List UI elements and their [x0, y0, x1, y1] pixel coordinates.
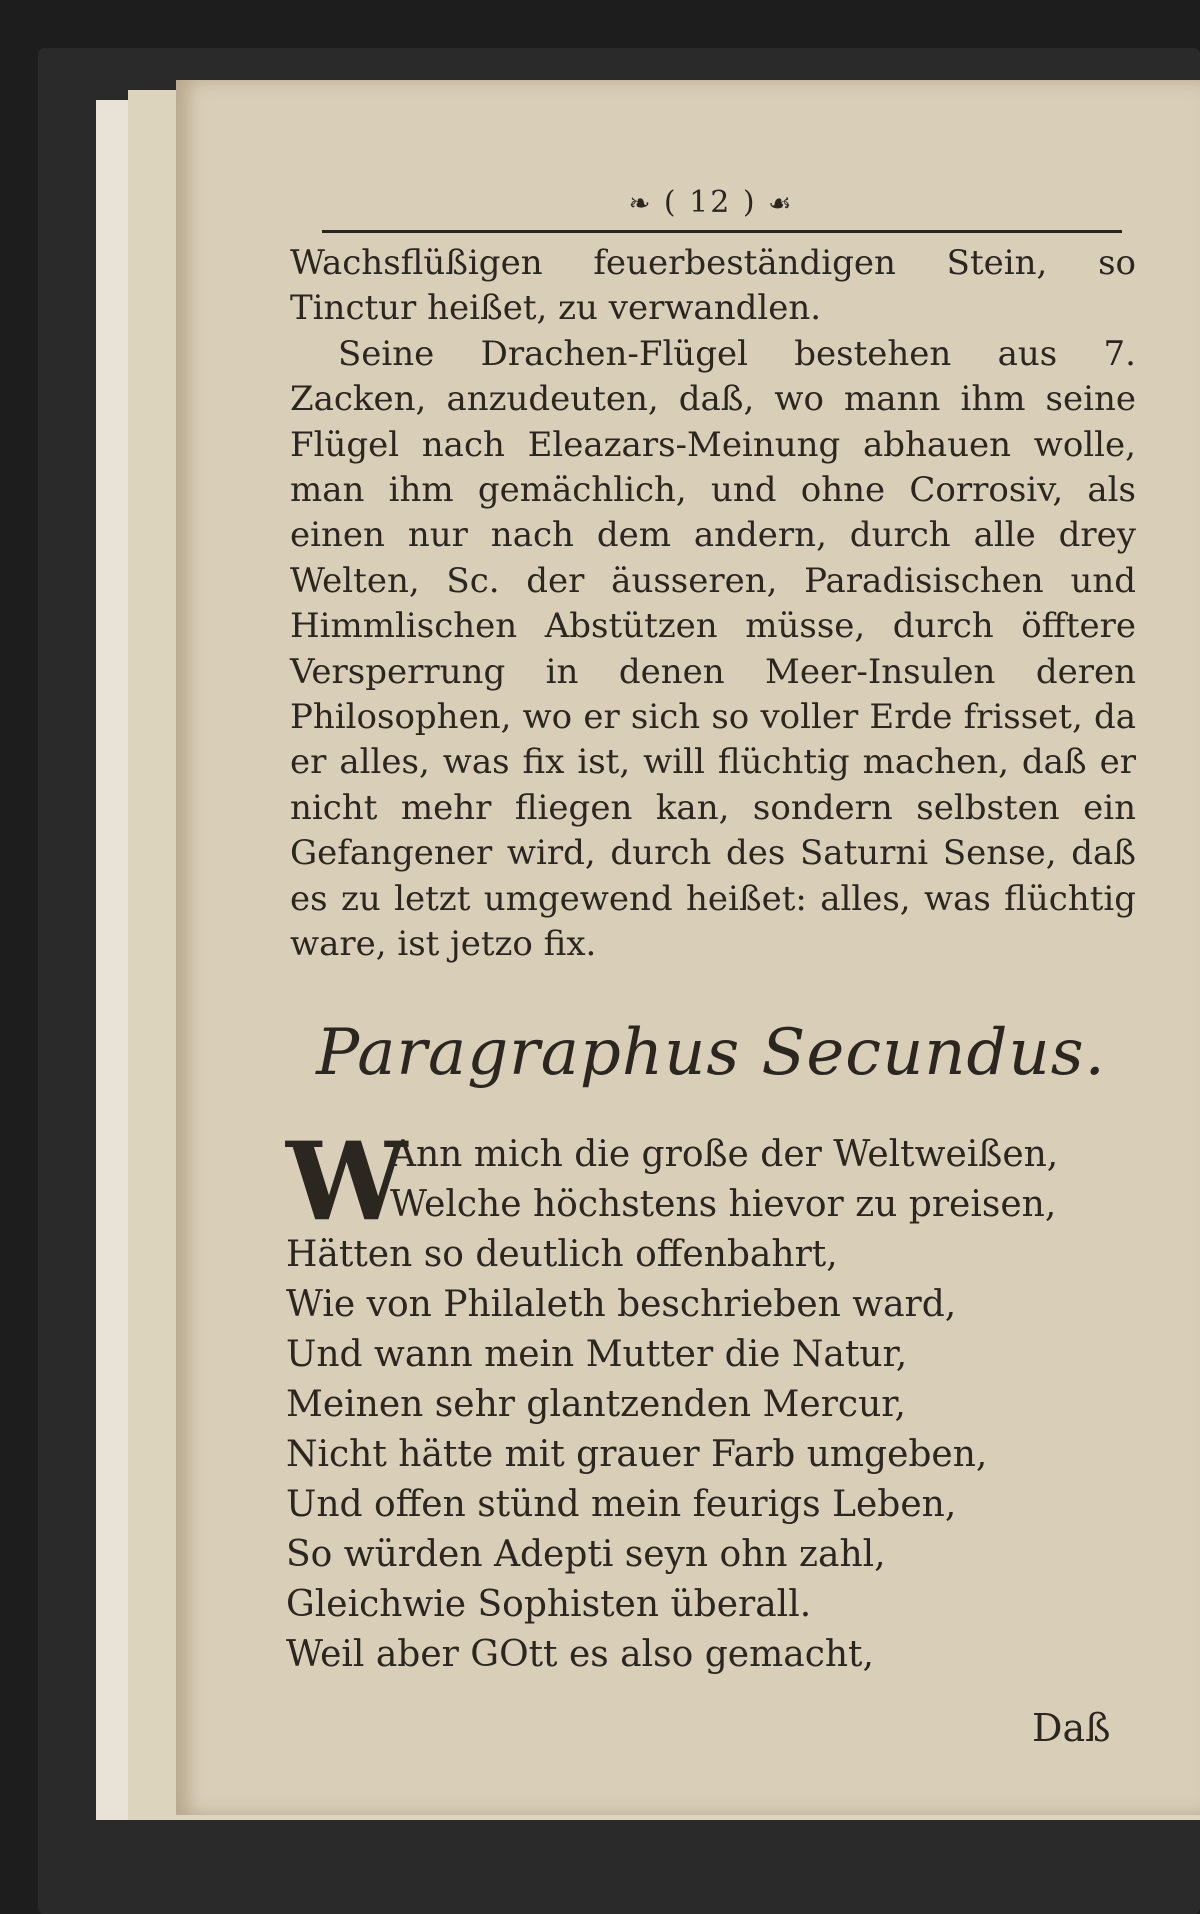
verse-line: So würden Adepti seyn ohn zahl,: [286, 1533, 886, 1575]
section-heading: Paragraphus Secundus.: [316, 1015, 1106, 1090]
verse-line: Und offen stünd mein feurigs Leben,: [286, 1483, 957, 1525]
drop-cap: W: [286, 1118, 408, 1245]
ornament-left-icon: ❧: [628, 189, 653, 219]
prose-paragraph-1: Wachsflüßigen feuerbeständigen Stein, so Tinctur heißet, zu verwandlen.: [290, 243, 1136, 329]
verse-line: Wie von Philaleth beschrieben ward,: [286, 1283, 957, 1325]
prose-body: [290, 241, 1136, 968]
ornament-right-icon: ☙: [768, 189, 794, 219]
running-header: [286, 185, 1136, 230]
page-text: [286, 185, 1136, 1680]
verse-line: Meinen sehr glantzenden Mercur,: [286, 1383, 906, 1425]
verse-line: Weil aber GOtt es also gemacht,: [286, 1633, 874, 1675]
catchword: Daß: [1032, 1706, 1111, 1750]
verse-line: Welche höchstens hievor zu preisen,: [390, 1183, 1057, 1225]
prose-paragraph-2: Seine Drachen-Flügel bestehen aus 7. Zacken, anzudeuten, daß, wo mann ihm seine Flügel nach Eleazars-Meinung abhauen wolle, man ihm gemächlich, und ohne Corrosiv, als einen nur nach dem andern, durch alle drey Welten, Sc. der äusseren, Paradisischen und Himmlischen Abstützen müsse, durch öfftere Versperrung in denen Meer-Insulen deren Philosophen, wo er sich so voller Erde frisset, da er alles, was fix ist, will flüchtig machen, daß er nicht mehr fliegen kan, sondern selbsten ein Gefangener wird, durch des Saturni Sense, daß es zu letzt umgewend heißet: alles, was flüchtig ware, ist jetzo fix.: [290, 333, 1136, 965]
verse-block: [286, 1118, 1136, 1680]
header-rule: [322, 230, 1122, 233]
verse-line: Nicht hätte mit grauer Farb umgeben,: [286, 1433, 988, 1475]
verse-line: Ann mich die große der Weltweißen,: [390, 1133, 1059, 1175]
verse-line: Und wann mein Mutter die Natur,: [286, 1333, 908, 1375]
verse-line: Hätten so deutlich offenbahrt,: [286, 1233, 838, 1275]
page-number: ( 12 ): [663, 185, 757, 220]
verse-line: Gleichwie Sophisten überall.: [286, 1583, 812, 1625]
